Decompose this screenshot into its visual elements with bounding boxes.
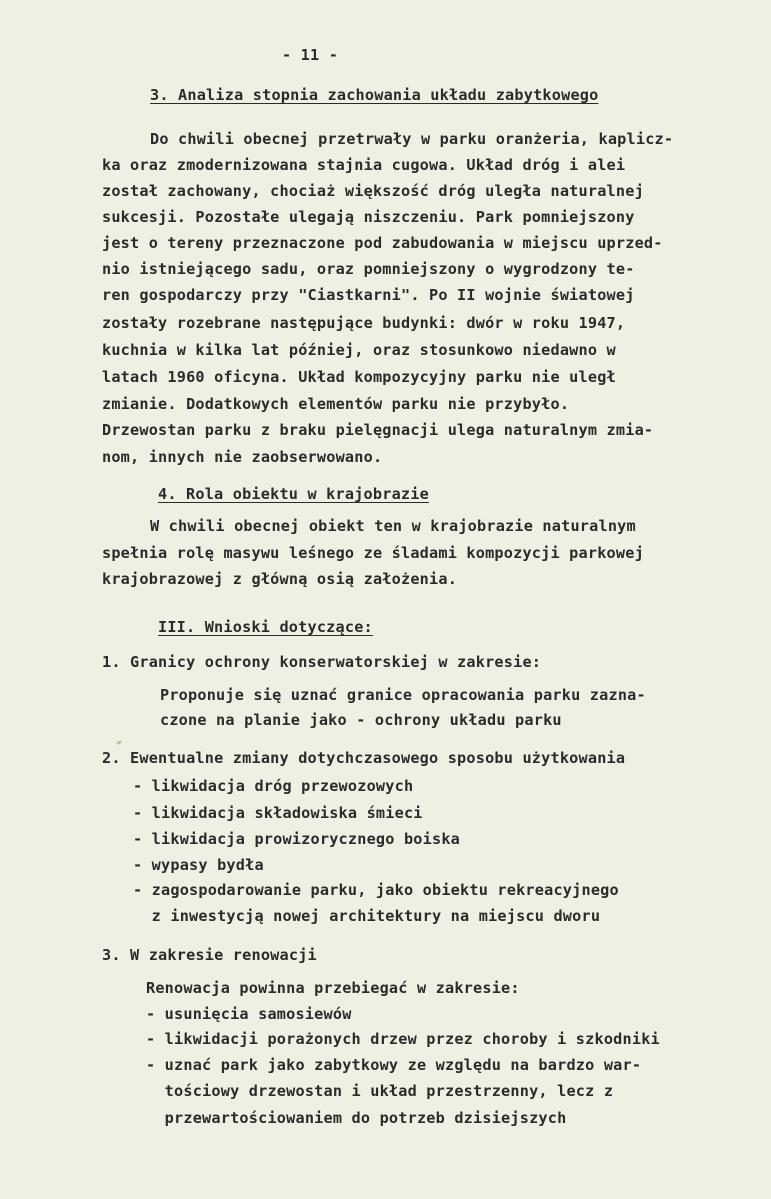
item-3-title: 3. W zakresie renowacji [102,946,317,964]
item-1-line: Proponuje się uznać granice opracowania parku zazna- [160,686,646,704]
item-1-line: czone na planie jako - ochrony układu parku [160,711,562,729]
item-3-bullet: - likwidacji porażonych drzew przez choroby i szkodniki [146,1030,660,1048]
section-3-line: Drzewostan parku z braku pielęgnacji ulega naturalnym zmia- [102,421,654,439]
item-3-bullet: - usunięcia samosiewów [146,1005,352,1023]
section-3-line: został zachowany, chociaż większość dróg uległa naturalnej [102,182,644,200]
section-3-line: Do chwili obecnej przetrwały w parku oranżeria, kaplicz- [150,130,674,148]
item-3-bullet: tościowy drzewostan i układ przestrzenny, lecz z [146,1082,614,1100]
section-4-line: spełnia rolę masywu leśnego ze śladami kompozycji parkowej [102,544,644,562]
item-3-bullet: - uznać park jako zabytkowy ze względu na bardzo war- [146,1056,642,1074]
section-3-line: sukcesji. Pozostałe ulegają niszczeniu. Park pomniejszony [102,208,635,226]
section-3-line: zmianie. Dodatkowych elementów parku nie przybyło. [102,395,570,413]
item-2-bullet: z inwestycją nowej architektury na miejscu dworu [133,907,601,925]
section-3-line: ka oraz zmodernizowana stajnia cugowa. Układ dróg i alei [102,156,626,174]
section-3-line: zostały rozebrane następujące budynki: dwór w roku 1947, [102,314,626,332]
item-2-bullet: - wypasy bydła [133,856,264,874]
item-2-bullet: - likwidacja prowizorycznego boiska [133,830,461,848]
section-4-heading: 4. Rola obiektu w krajobrazie [158,485,429,503]
item-2-bullet: - zagospodarowanie parku, jako obiektu rekreacyjnego [133,881,619,899]
paper-speck [116,740,123,746]
conclusions-heading: III. Wnioski dotyczące: [158,618,373,636]
section-4-line: krajobrazowej z główną osią założenia. [102,570,458,588]
item-3-bullet: przewartościowaniem do potrzeb dzisiejszych [146,1109,567,1127]
section-3-line: nio istniejącego sadu, oraz pomniejszony o wygrodzony te- [102,260,635,278]
section-3-heading: 3. Analiza stopnia zachowania układu zabytkowego [150,86,599,104]
section-4-line: W chwili obecnej obiekt ten w krajobrazie naturalnym [150,517,636,535]
section-3-line: jest o tereny przeznaczone pod zabudowania w miejscu uprzed- [102,234,663,252]
item-2-bullet: - likwidacja dróg przewozowych [133,777,414,795]
section-3-line: latach 1960 oficyna. Układ kompozycyjny parku nie uległ [102,368,616,386]
item-3-intro: Renowacja powinna przebiegać w zakresie: [146,979,520,997]
section-3-line: nom, innych nie zaobserwowano. [102,448,383,466]
section-3-line: kuchnia w kilka lat później, oraz stosunkowo niedawno w [102,341,616,359]
page-number: - 11 - [282,46,339,64]
item-2-bullet: - likwidacja składowiska śmieci [133,804,423,822]
item-2-title: 2. Ewentualne zmiany dotychczasowego sposobu użytkowania [102,749,626,767]
section-3-line: ren gospodarczy przy "Ciastkarni". Po II wojnie światowej [102,286,635,304]
item-1-title: 1. Granicy ochrony konserwatorskiej w zakresie: [102,653,542,671]
